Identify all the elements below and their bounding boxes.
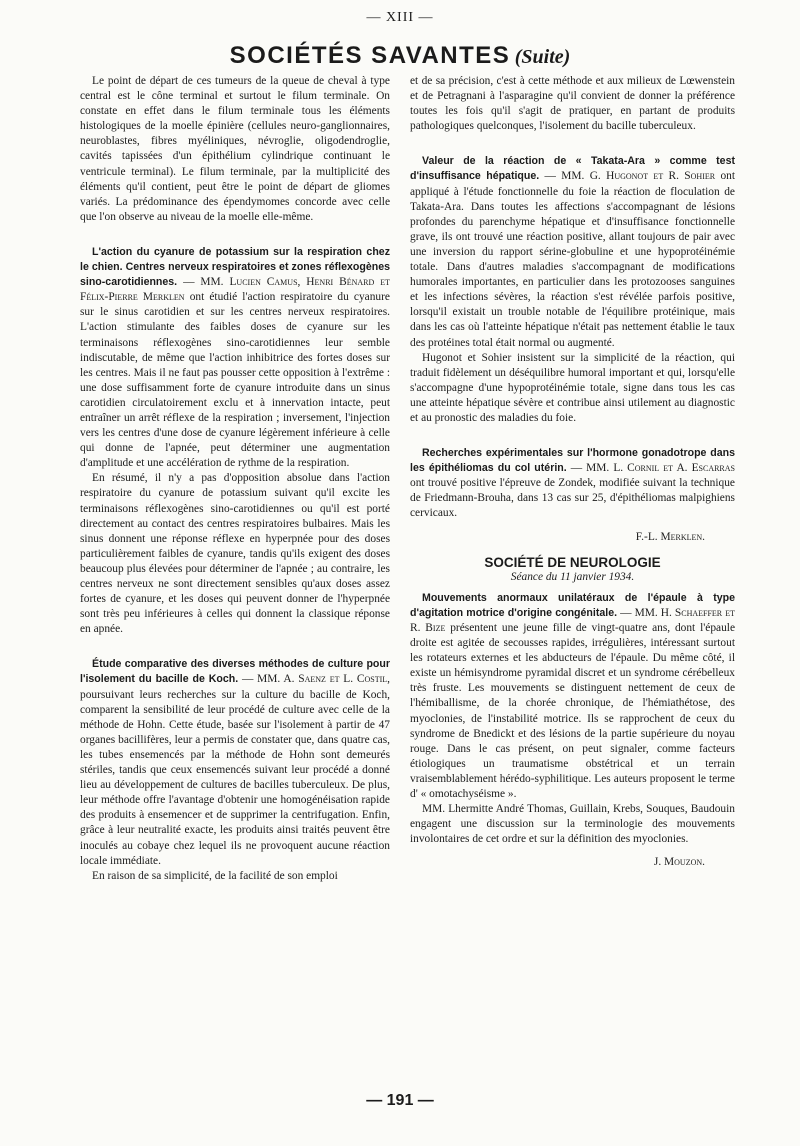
article-heading: Recherches expérimentales sur l'hormone gonadotrope dans les épithéliomas du col utérin. [410,447,735,475]
article-gonadotrope [410,446,735,521]
article-heading: Étude comparative des diverses méthodes de culture pour l'isolement du bacille de Koch. [80,658,390,686]
seance-date: Séance du 11 janvier 1934. [510,570,635,583]
article-text: ont appliqué à l'étude fonctionnelle du foie la réaction de floculation de Takata-Ara. Dans toutes les affections s'accompagnant de lésions profondes du parenchyme hépatique et d'insuffisance fonctionnelle grave, ils ont trouvé une réaction positive, allant toujours de pair avec une inversion du rapport sérine-globuline et une hypoprotéinémie totale. Dans d'autres maladies s'accompagnant de modifications humorales importantes, en particulier dans les protozooses sanguines et les infections sévères, la réaction s'est révélée parfois positive, lorsqu'il existait un trouble notable de l'équilibre protéinique, mais dans les cas où l'atteinte hépatique n'était pas nettement établie le taux des protéines total était normal ou augmenté. [410,170,735,349]
section-title: SOCIÉTÉ DE NEUROLOGIE [484,554,661,570]
article-paragraph: Hugonot et Sohier insistent sur la simplicité de la réaction, qui traduit fidèlement un déséquilibre humoral important et qui, lorsqu'elle s'accompagne d'une hypoprotéinémie totale, signe dans tous les cas une atteinte hépatique sévère et contribue ainsi utilement au diagnostic et au pronostic des maladies du foie. [410,351,735,424]
article-authors: — MM. L. Cornil et A. Escarras [570,462,735,475]
article-heading: Valeur de la réaction de « Takata-Ara » comme test d'insuffisance hépatique. [410,155,735,183]
article-koch [80,657,390,868]
article-cyanure [80,245,390,471]
header-title: SOCIÉTÉS SAVANTES [229,42,511,69]
page-number: — 191 — [366,1092,434,1109]
article-paragraph: En raison de sa simplicité, de la facilité de son emploi [92,869,338,882]
article-authors: — MM. H. Schaeffer et R. Bize [410,606,735,634]
article-text: présentent une jeune fille de vingt-quatre ans, dont l'épaule droite est agitée de secousses rapides, irrégulières, intéressant surtout les rotateurs externes et les abducteurs de l'épaule. Du même côté, il existe un hémisyndrome pyramidal discret et un syndrome cérébelleux très fruste. Les mouvements se distinguent nettement de ceux de l'hémiballisme, de la chorée chronique, de l'hémiathétose, des myoclonies, de l'instabilité motrice. Ils se rapprochent de ceux du syndrome de Bnedickt et des lésions de la partie supérieure du noyau rouge. Dans le cas présent, on peut signaler, comme facteurs étiologiques un traumatisme obstétrical et un terrain vraisemblablement hérédo-syphilitique. Les auteurs proposent le terme d' « omotachyséisme ». [410,622,736,801]
article-paragraph: MM. Lhermitte André Thomas, Guillain, Krebs, Souques, Baudouin engagent une discussion sur la terminologie des mouvements involontaires de cet ordre et sur la définition des myoclonies. [410,803,735,846]
signature: F.-L. Merklen. [635,530,705,543]
page-roman-numeral: — XIII — [366,10,434,25]
article-epaule [410,591,735,802]
right-column [410,74,735,871]
page-header [0,42,800,70]
continuation-paragraph: et de sa précision, c'est à cette méthode et aux milieux de Lœwenstein et de Petragnani à l'asparagine qu'il convient de donner la préférence toutes les fois qu'il s'agit de pratiquer, en partant de produits pathologiques quelconques, l'isolement du bacille tuberculeux. [410,75,735,133]
intro-paragraph: Le point de départ de ces tumeurs de la queue de cheval à type central est le cône terminal et surtout le filum terminale. On constate en effet dans le filum terminale tous les éléments histologiques de la moelle épinière (cellules neuro-ganglionnaires, neuroblastes, fibres myéliniques, névroglie, oligodendroglie, cavités tapissées d'un épithélium cylindrique continuant le ventricule terminal). Le filum terminale, par la multiplicité des éléments qu'il contient, peut être le point de départ de gliomes variés. La prédominance des épendymomes concorde avec celle que l'on observe au niveau de la moelle elle-même. [80,75,390,223]
article-takata [410,154,735,350]
article-text: poursuivant leurs recherches sur la culture du bacille de Koch, comparent la sensibilité de leur procédé de culture avec celle de la méthode de Hohn. Cette étude, basée sur l'isolement à partir de 47 organes bacillifères, leur a permis de constater que, dans quatre cas, les tubes ensemencés par la méthode de Hohn sont demeurés stériles, tandis que ceux ensemencés suivant leur procédé a donné lieu au développement de cultures de bacilles tuberculeux. De plus, leur méthode offre l'avantage d'obtenir une homogénéisation rapide des produits à ensemencer et de supprimer la centrifugation. Enfin, grâce à leur neutralité exacte, les produits ainsi traités peuvent être inoculés au cobaye chez lequel ils ne provoquent aucune réaction locale immédiate. [80,688,390,867]
header-suite: (Suite) [514,46,571,68]
article-paragraph: En résumé, il n'y a pas d'opposition absolue dans l'action respiratoire du cyanure de potassium suivant qu'il excite les terminaisons réflexogènes sino-carotidiennes ou qu'il est porté directement au contact des centres respiratoires bulbaires. Mais les sinus donnent une réponse réflexe en hyperpnée pour des doses particulièrement faibles de cyanure, tandis qu'ils exigent des doses beaucoup plus élevées pour déterminer de l'apnée ; au contraire, les centres nerveux ne sont directement sensibles qu'aux doses assez fortes de cyanure, et les doses qui peuvent donner de l'hyperpnée sont très peu inférieures à celles qui donnent la classique réponse en apnée. [80,472,390,636]
article-authors: — MM. Lucien Camus, Henri Bénard et Félix-Pierre Merklen [80,276,391,304]
article-authors: — MM. A. Saenz et L. Costil, [241,673,390,686]
article-heading: L'action du cyanure de potassium sur la respiration chez le chien. Centres nerveux respiratoires et zones réflexogènes sino-carotidiennes. [80,245,390,289]
article-text: ont étudié l'action respiratoire du cyanure sur le sinus carotidien et sur les centres nerveux respiratoires. L'action stimulante des faibles doses de cyanure sur les terminaisons réflexogènes sino-carotidiennes leur semble indiscutable, de même que l'action inhibitrice des fortes doses sur les centres. Mais il ne faut pas pousser cette opposition à l'extrême : une dose suffisamment forte de cyanure introduite dans un sinus carotidien circulatoirement exclu et à innervation intacte, peut entraîner un arrêt réflexe de la respiration ; inversement, l'injection vers les centres d'une dose de cyanure légèrement inférieure à celle qui donne de l'apnée, peut déterminer une augmentation d'amplitude et une accélération de rythme de la respiration. [80,291,390,470]
article-heading: Mouvements anormaux unilatéraux de l'épaule à type d'agitation motrice d'origine congénitale. [410,591,735,619]
signature: J. Mouzon. [653,856,705,869]
article-text: ont trouvé positive l'épreuve de Zondek, modifiée suivant la technique de Friedmann-Brouha, dans 13 cas sur 25, d'épithéliomas malpighiens cervicaux. [410,477,735,520]
article-authors: — MM. G. Hugonot et R. Sohier [544,170,716,183]
left-column [80,74,390,884]
